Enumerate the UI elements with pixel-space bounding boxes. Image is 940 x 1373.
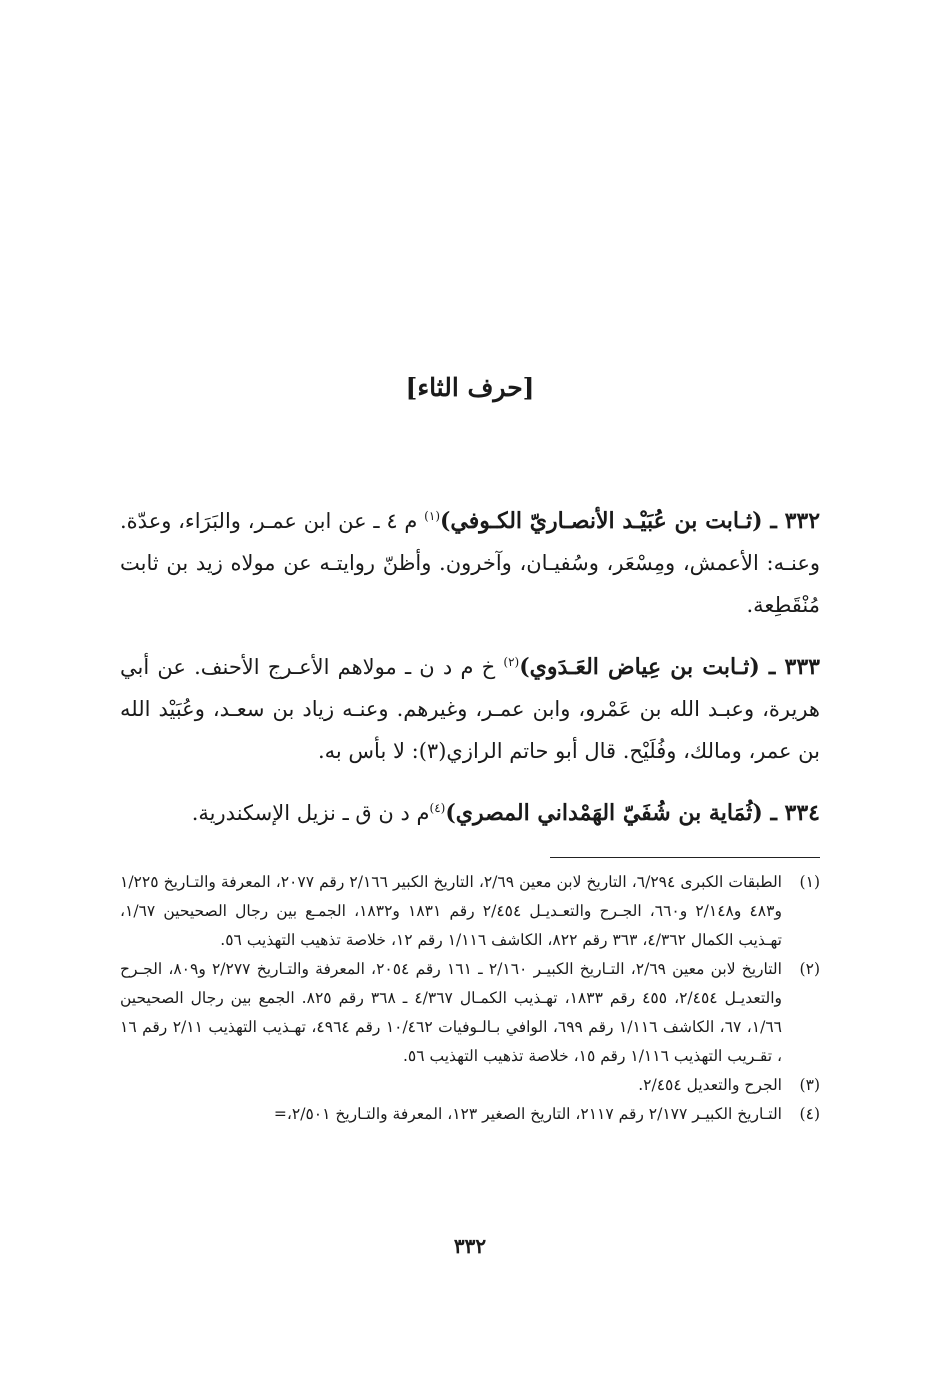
footnote-ref[interactable]: (٤): [429, 801, 446, 815]
footnote-text: التـاريخ الكبيـر ٢/١٧٧ رقم ٢١١٧، التاريخ الصغير ١٢٣، المعرفة والتـاريخ ٢/٥٠١،=: [273, 1105, 782, 1123]
entry-heading: ٣٣٣ ـ (ثـابت بن عِياض العَـدَوي): [519, 654, 820, 680]
footnote-divider: [550, 857, 820, 858]
page-number: ٣٣٢: [453, 1234, 487, 1258]
entry-text: م ٤ ـ عن ابن عمـر، والبَرَاء، وعدّة. وعنـه: الأعمش، ومِسْعَر، وسُفيـان، وآخرون. وأظنّ روايتـه عن مولاه زيد بن ثابت مُنْقَطِعة.: [120, 509, 820, 617]
footnote-ref[interactable]: (١): [424, 509, 440, 523]
entry-334: [120, 792, 820, 834]
footnote-number: (٣): [799, 1076, 820, 1094]
entry-heading: ٣٣٤ ـ (ثُمَاية بن شُفَيّ الهَمْداني المصري): [445, 800, 820, 826]
footnote-ref[interactable]: (٢): [503, 655, 520, 669]
footnote-4: [120, 1100, 820, 1129]
entry-text: م د ن ق ـ نزيل الإسكندرية.: [191, 801, 430, 825]
footnote-text: الطبقات الكبرى ٦/٢٩٤، التاريخ لابن معين ٢/٦٩، التاريخ الكبير ٢/١٦٦ رقم ٢٠٧٧، المعرفة والتـاريخ ١/٢٢٥ و٤٨٣ و٢/١٤٨ و٦٦٠، الجـرح والتعـديـل ٢/٤٥٤ رقم ١٨٣١ و١٨٣٢، الجمـع بين رجال الصحيحين ١/٦٧، تهـذيب الكمال ٤/٣٦٢، ٣٦٣ رقم ٨٢٢، الكاشف ١/١١٦ رقم ١٢، خلاصة تذهيب التهذيب ٥٦.: [120, 873, 782, 949]
entry-text: خ م د ن ـ مولاهم الأعـرج الأحنف. عن أبي هريرة، وعبـد الله بن عَمْرو، وابن عمـر، وغيرهم. وعنـه زياد بن سعـد، وعُبَيْد الله بن عمر، ومالك، وفُلَيْح. قال أبو حاتم الرازي(٣): لا بأس به.: [120, 655, 820, 763]
footnote-number: (٤): [799, 1105, 820, 1123]
footnote-text: الجرح والتعديل ٢/٤٥٤.: [638, 1076, 782, 1094]
footnote-number: (١): [799, 873, 820, 891]
footnote-number: (٢): [799, 960, 820, 978]
entry-332: [120, 500, 820, 626]
footnote-text: التاريخ لابن معين ٢/٦٩، التـاريخ الكبيـر ٢/١٦٠ ـ ١٦١ رقم ٢٠٥٤، المعرفة والتـاريخ ٢/٢٧٧ و٨٠٩، الجـرح والتعديـل ٢/٤٥٤، ٤٥٥ رقم ١٨٣٣، تهـذيب الكمـال ٤/٣٦٧ ـ ٣٦٨ رقم ٨٢٥. الجمع بين رجال الصحيحين ١/٦٦، ٦٧، الكاشف ١/١١٦ رقم ٦٩٩، الوافي بـالـوفيات ١٠/٤٦٢ رقم ٤٩٦٤، تهـذيب التهذيب ٢/١١ رقم ١٦ ، تقـريب التهذيب ١/١١٦ رقم ١٥، خلاصة تذهيب التهذيب ٥٦.: [120, 960, 783, 1065]
footnotes: [120, 868, 820, 1129]
entry-heading: ٣٣٢ ـ (ثـابت بن عُبَيْـد الأنصـاريّ الكـوفي): [440, 508, 821, 534]
entry-333: [120, 646, 820, 772]
section-title: [حرف الثاء]: [405, 373, 535, 402]
footnote-3: [120, 1071, 820, 1100]
footnote-1: [120, 868, 820, 955]
footnote-2: [120, 955, 820, 1071]
entries-body: [120, 500, 820, 854]
